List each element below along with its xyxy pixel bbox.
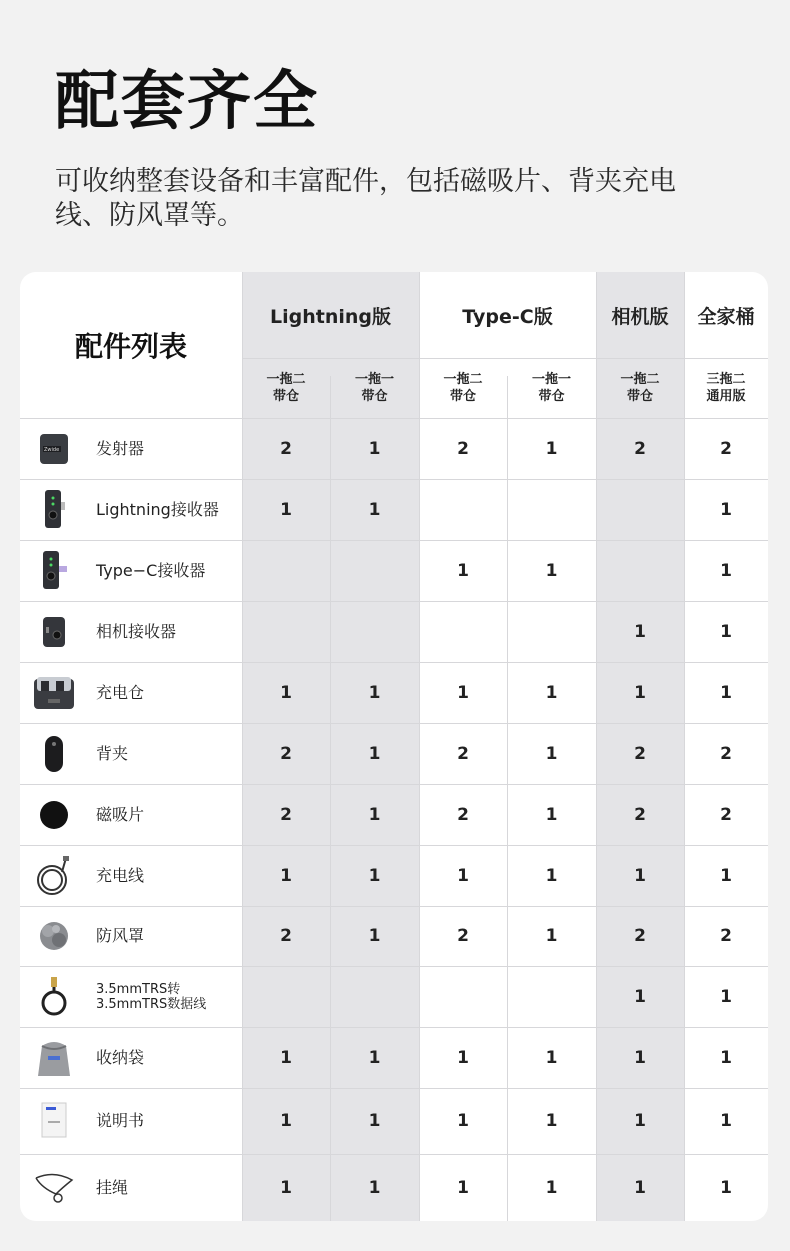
row-label: 发射器 <box>96 438 145 458</box>
table-cell: 2 <box>457 438 469 459</box>
row-label: 防风罩 <box>96 926 145 945</box>
table-cell: 2 <box>280 926 292 946</box>
table-cell: 1 <box>545 865 558 886</box>
charging-case-icon <box>32 671 76 715</box>
page-title: 配套齐全 <box>55 65 319 139</box>
row-label: 充电线 <box>96 865 145 885</box>
grid-line <box>330 376 331 1221</box>
table-cell: 1 <box>368 865 381 886</box>
table-cell: 1 <box>720 865 732 886</box>
grid-line <box>684 272 685 1221</box>
sub-header-line: 一拖二 <box>620 372 660 387</box>
row-label: 充电仓 <box>96 682 145 702</box>
camera-receiver-icon <box>32 610 76 654</box>
table-cell: 1 <box>545 1177 558 1198</box>
grid-line <box>20 662 768 663</box>
grid-line <box>20 723 768 724</box>
table-cell <box>596 540 684 601</box>
table-cell: 1 <box>634 986 646 1007</box>
group-header-typec: Type-C版 <box>462 305 553 328</box>
table-cell: 1 <box>545 743 558 764</box>
row-label-line: 3.5mmTRS数据线 <box>96 996 207 1012</box>
group-header-camera: 相机版 <box>611 305 669 328</box>
grid-line <box>20 601 768 602</box>
table-cell: 1 <box>720 560 732 581</box>
sub-header <box>684 358 768 418</box>
table-cell: 1 <box>280 1111 292 1131</box>
row-label: 背夹 <box>96 743 129 763</box>
sub-header-line: 带仓 <box>272 389 299 404</box>
table-cell: 2 <box>720 926 732 946</box>
sub-header-line: 一拖二 <box>266 372 306 387</box>
table-cell <box>330 540 419 601</box>
table-cell: 2 <box>457 926 469 946</box>
magnetic-disc-icon <box>32 793 76 837</box>
grid-line <box>20 1154 768 1155</box>
table-cell <box>507 479 596 540</box>
table-cell: 2 <box>280 438 292 459</box>
sub-header-line: 一拖一 <box>354 372 394 387</box>
grid-line <box>419 272 420 1221</box>
grid-line <box>20 966 768 967</box>
table-cell: 1 <box>545 804 558 825</box>
table-cell: 1 <box>545 438 558 459</box>
row-label: Type−C接收器 <box>96 560 206 580</box>
row-label: 收纳袋 <box>96 1047 145 1067</box>
table-cell: 1 <box>280 499 292 520</box>
table-cell: 1 <box>368 682 381 703</box>
row-label: 说明书 <box>96 1111 145 1130</box>
table-cell: 2 <box>457 743 469 764</box>
table-cell: 1 <box>720 682 732 703</box>
sub-header <box>242 358 330 418</box>
table-cell <box>419 966 507 1027</box>
table-cell: 1 <box>545 560 558 581</box>
storage-bag-icon <box>32 1036 76 1080</box>
grid-line <box>596 272 597 1221</box>
table-cell: 1 <box>280 865 292 886</box>
lightning-receiver-icon <box>32 488 76 532</box>
sub-header-line: 一拖二 <box>443 372 483 387</box>
table-cell: 1 <box>368 1177 381 1198</box>
table-cell: 2 <box>720 743 732 764</box>
table-cell: 1 <box>720 621 732 642</box>
grid-line <box>242 358 768 359</box>
grid-line <box>20 845 768 846</box>
sub-header <box>596 358 684 418</box>
row-label: Lightning接收器 <box>96 499 219 519</box>
table-cell <box>419 479 507 540</box>
table-cell: 1 <box>545 926 558 946</box>
row-label: 挂绳 <box>96 1177 129 1197</box>
sub-header-line: 一拖一 <box>531 372 571 387</box>
table-cell: 2 <box>280 804 292 825</box>
grid-line <box>20 479 768 480</box>
table-cell: 1 <box>368 1047 381 1068</box>
svg-text:Zwide: Zwide <box>44 446 60 453</box>
windscreen-icon <box>32 914 76 958</box>
transmitter-icon <box>32 427 76 471</box>
page-description: 可收纳整套设备和丰富配件，包括磁吸片、背夹充电线、防风罩等。 <box>55 166 676 231</box>
table-cell: 1 <box>457 1177 469 1198</box>
table-cell: 2 <box>634 926 646 946</box>
table-cell <box>242 966 330 1027</box>
table-cell: 1 <box>720 986 732 1007</box>
table-cell: 1 <box>720 1177 732 1198</box>
grid-line <box>20 784 768 785</box>
table-cell: 1 <box>720 1047 732 1068</box>
back-clip-icon <box>32 732 76 776</box>
table-cell: 1 <box>634 1177 646 1198</box>
table-cell: 1 <box>545 1047 558 1068</box>
grid-line <box>242 272 243 1221</box>
table-cell: 1 <box>457 682 469 703</box>
grid-line <box>507 376 508 1221</box>
group-header-lightning: Lightning版 <box>270 305 391 328</box>
group-header-family: 全家桶 <box>697 305 755 328</box>
typec-receiver-icon <box>32 549 76 593</box>
grid-line <box>20 906 768 907</box>
table-cell: 1 <box>368 1111 381 1131</box>
sub-header <box>419 358 507 418</box>
table-cell: 1 <box>368 804 381 825</box>
table-cell: 1 <box>634 865 646 886</box>
table-cell: 1 <box>634 621 646 642</box>
table-cell: 2 <box>720 438 732 459</box>
table-cell: 1 <box>545 682 558 703</box>
table-cell <box>242 540 330 601</box>
table-cell: 2 <box>634 438 646 459</box>
table-cell <box>596 479 684 540</box>
sub-header-line: 带仓 <box>626 389 653 404</box>
grid-line <box>20 1088 768 1089</box>
accessory-table <box>20 272 768 1221</box>
table-cell: 1 <box>368 499 381 520</box>
table-cell <box>419 601 507 662</box>
sub-header-line: 带仓 <box>538 389 565 404</box>
table-cell: 1 <box>720 499 732 520</box>
table-cell <box>330 601 419 662</box>
grid-line <box>20 1027 768 1028</box>
row-label-line: 3.5mmTRS转 <box>96 981 181 997</box>
sub-header-line: 三拖二 <box>706 372 746 387</box>
table-cell: 1 <box>634 1047 646 1068</box>
table-cell <box>242 601 330 662</box>
table-cell: 1 <box>280 682 292 703</box>
table-cell: 1 <box>368 926 381 946</box>
table-corner-title: 配件列表 <box>74 330 187 363</box>
grid-line <box>20 418 768 419</box>
table-cell: 2 <box>720 804 732 825</box>
table-cell: 1 <box>720 1111 732 1131</box>
row-label: 相机接收器 <box>96 621 177 641</box>
sub-header-line: 带仓 <box>361 389 388 404</box>
table-cell <box>507 601 596 662</box>
table-cell: 1 <box>457 1047 469 1068</box>
table-cell: 1 <box>634 682 646 703</box>
lanyard-icon <box>32 1166 76 1210</box>
sub-header <box>330 358 419 418</box>
table-cell: 1 <box>545 1111 558 1131</box>
sub-header-line: 通用版 <box>706 389 746 404</box>
table-cell: 2 <box>280 743 292 764</box>
grid-line <box>20 540 768 541</box>
table-cell: 1 <box>368 438 381 459</box>
table-cell: 2 <box>457 804 469 825</box>
sub-header <box>507 358 596 418</box>
table-cell <box>330 966 419 1027</box>
manual-icon <box>32 1099 76 1143</box>
table-cell: 1 <box>457 560 469 581</box>
table-cell: 1 <box>280 1177 292 1198</box>
sub-header-line: 带仓 <box>449 389 476 404</box>
charging-cable-icon <box>32 854 76 898</box>
table-cell: 1 <box>634 1111 646 1131</box>
table-cell: 1 <box>280 1047 292 1068</box>
trs-cable-icon <box>32 975 76 1019</box>
table-cell <box>507 966 596 1027</box>
table-cell: 1 <box>457 1111 469 1131</box>
table-cell: 1 <box>457 865 469 886</box>
row-label: 磁吸片 <box>96 804 145 824</box>
table-cell: 2 <box>634 804 646 825</box>
table-cell: 1 <box>368 743 381 764</box>
table-cell: 2 <box>634 743 646 764</box>
row-label <box>96 975 206 1019</box>
